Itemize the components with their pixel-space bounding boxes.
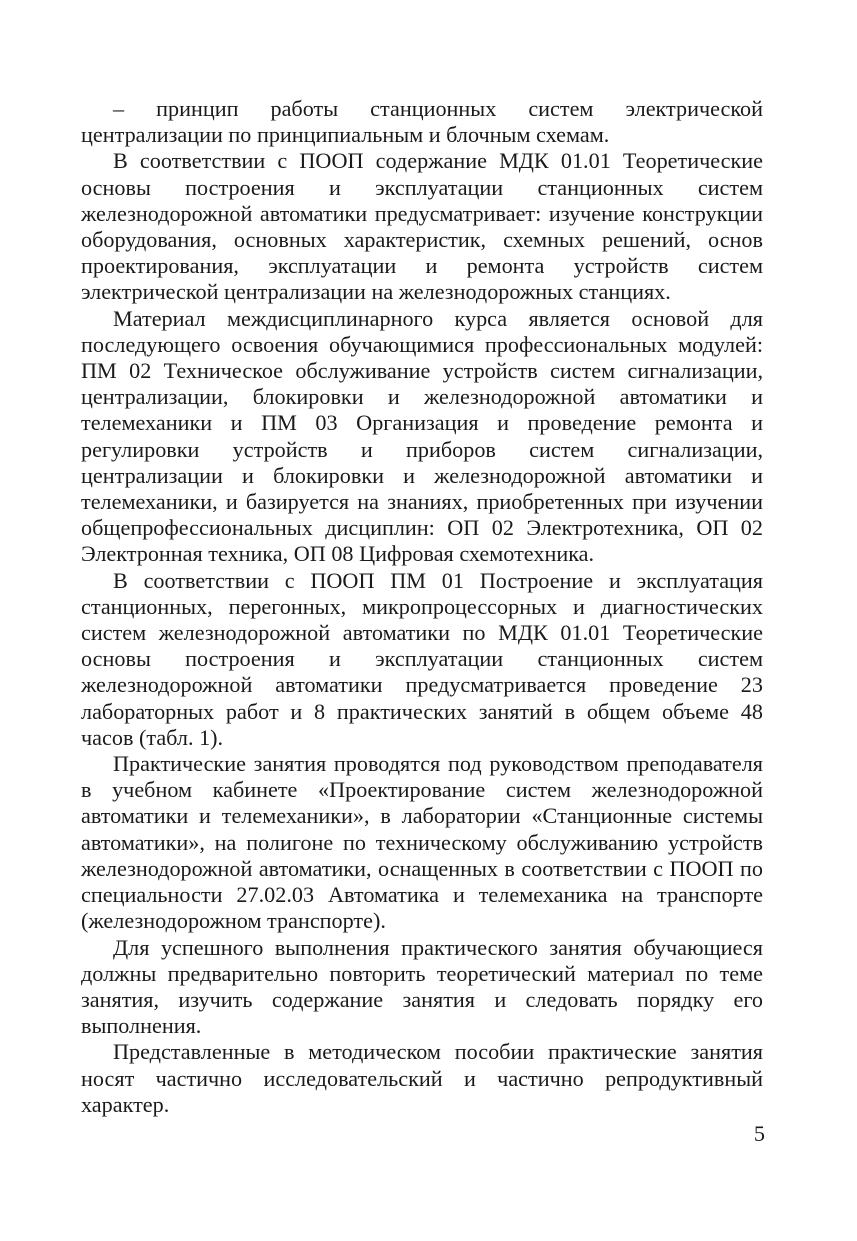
paragraph-successful-completion: Для успешного выполнения практического занятия обучающиеся должны предварительно повторить теоретический материал по теме занятия, изучить содержание занятия и следовать порядку его выполнения. — [81, 934, 763, 1039]
page-body — [81, 96, 763, 1118]
paragraph-practical-classes: Практические занятия проводятся под руководством преподавателя в учебном кабинете «Проектирование систем железнодорожной автоматики и телемеханики», в лаборатории «Станционные системы автоматики», на полигоне по техническому обслуживанию устройств железнодорожной автоматики, оснащенных в соответствии с ПООП по специальности 27.02.03 Автоматика и телемеханика на транспорте (железнодорожном транспорте). — [81, 751, 763, 934]
paragraph-lab-works: В соответствии с ПООП ПМ 01 Построение и эксплуатация станционных, перегонных, микропроцессорных и диагностических систем железнодорожной автоматики по МДК 01.01 Теоретические основы построения и эксплуатации станционных систем железнодорожной автоматики предусматривается проведение 23 лабораторных работ и 8 практических занятий в общем объеме 48 часов (табл. 1). — [81, 567, 763, 750]
page-number: 5 — [753, 1121, 765, 1146]
paragraph-list-item-continuation: – принцип работы станционных систем электрической централизации по принципиальным и блочным схемам. — [81, 96, 763, 148]
paragraph-mdk-content: В соответствии с ПООП содержание МДК 01.01 Теоретические основы построения и эксплуатации станционных систем железнодорожной автоматики предусматривает: изучение конструкции оборудования, основных характеристик, схемных решений, основ проектирования, эксплуатации и ремонта устройств систем электрической централизации на железнодорожных станциях. — [81, 148, 763, 305]
paragraph-character: Представленные в методическом пособии практические занятия носят частично исследовательский и частично репродуктивный характер. — [81, 1039, 763, 1117]
paragraph-course-material: Материал междисциплинарного курса является основой для последующего освоения обучающимися профессиональных модулей: ПМ 02 Техническое обслуживание устройств систем сигнализации, централизации, блокировки и железнодорожной автоматики и телемеханики и ПМ 03 Организация и проведение ремонта и регулировки устройств и приборов систем сигнализации, централизации и блокировки и железнодорожной автоматики и телемеханики, и базируется на знаниях, приобретенных при изучении общепрофессиональных дисциплин: ОП 02 Электротехника, ОП 02 Электронная техника, ОП 08 Цифровая схемотехника. — [81, 305, 763, 567]
